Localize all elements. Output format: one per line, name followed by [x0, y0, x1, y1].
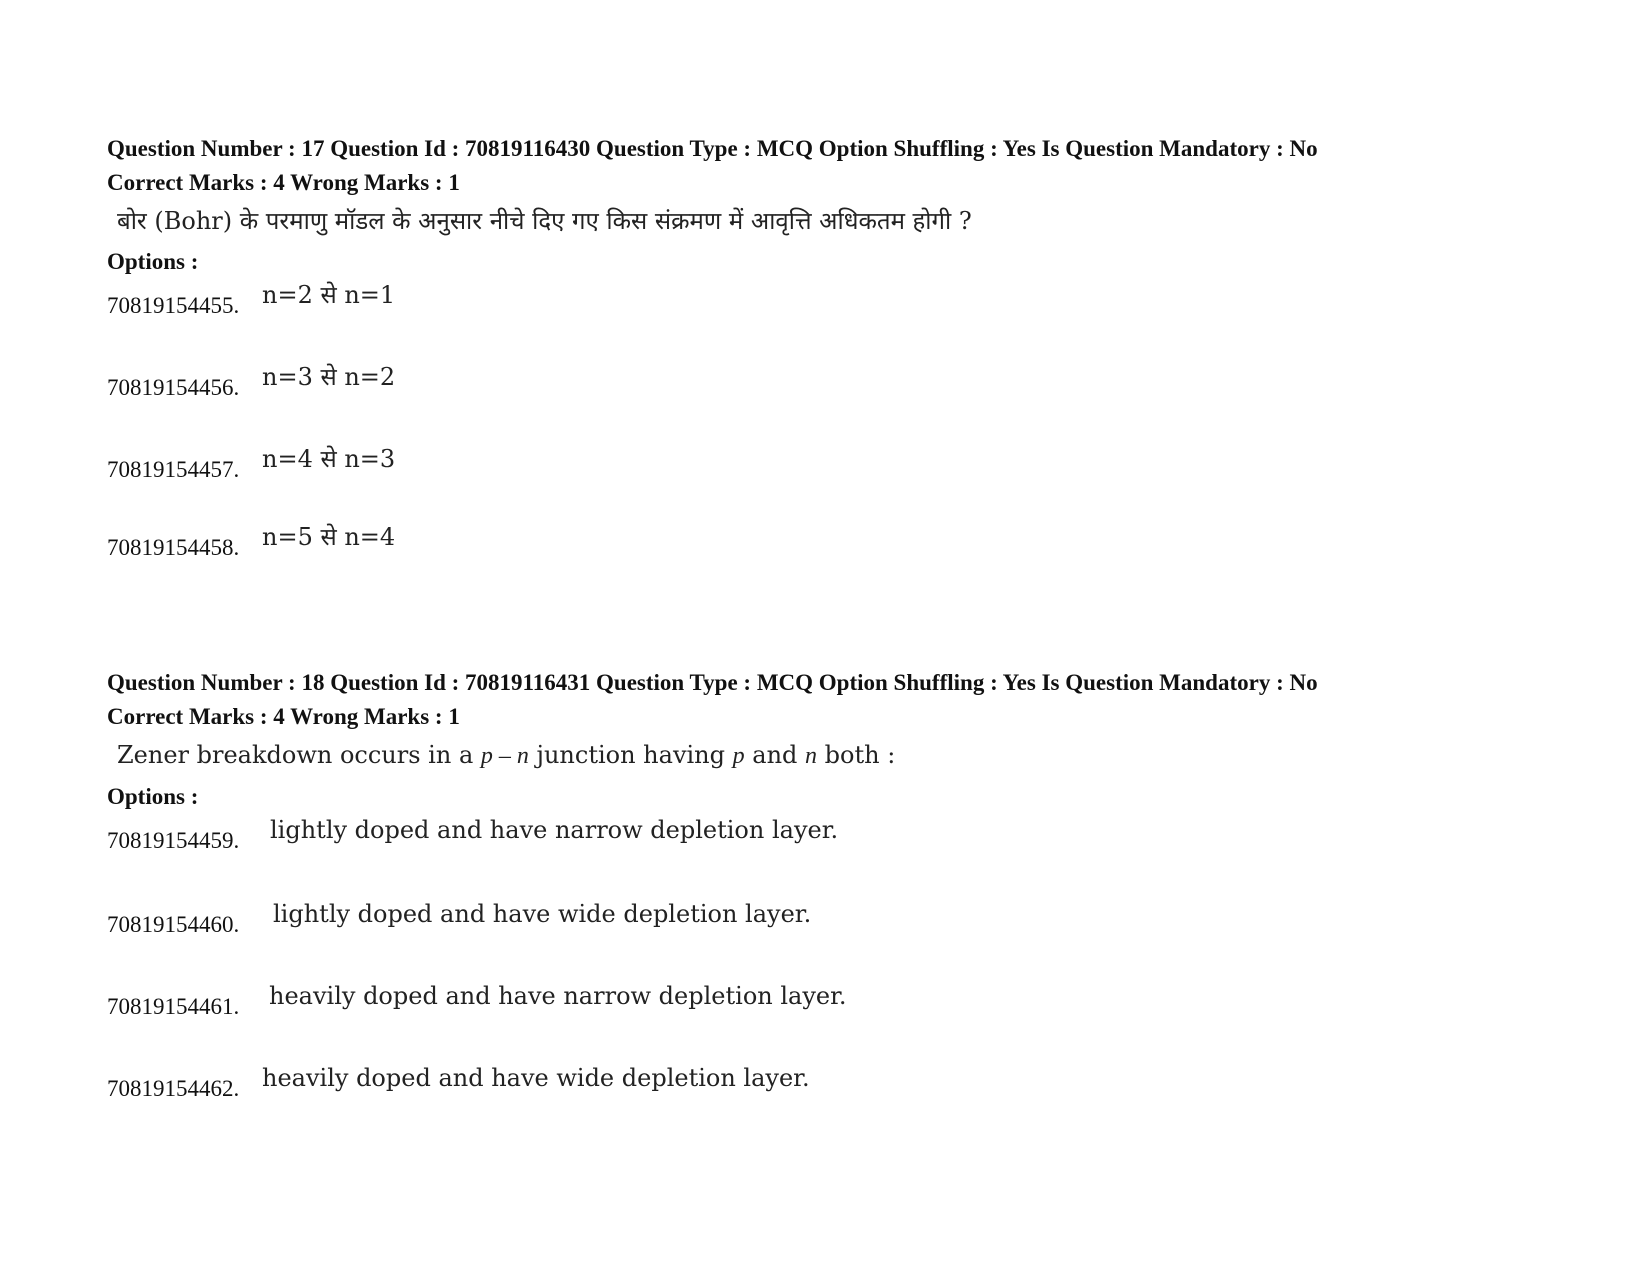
- options-label: Options :: [107, 784, 199, 809]
- option-id: 70819154462.: [107, 1076, 240, 1101]
- option-item: [107, 982, 1587, 1021]
- option-item: [107, 281, 1587, 320]
- option-id: 70819154460.: [107, 912, 240, 937]
- option-item: [107, 816, 1587, 855]
- option-text: heavily doped and have narrow depletion layer.: [269, 982, 847, 1010]
- option-text: lightly doped and have narrow depletion layer.: [270, 816, 839, 844]
- option-id: 70819154457.: [107, 457, 240, 482]
- stem-math: p – n: [480, 743, 529, 769]
- stem-text: both :: [817, 741, 896, 769]
- stem-text: Zener breakdown occurs in a: [117, 741, 481, 769]
- question-stem: बोर (Bohr) के परमाणु मॉडल के अनुसार नीचे दिए गए किस संक्रमण में आवृत्ति अधिकतम होगी ?: [117, 207, 972, 235]
- option-text: n=5 से n=4: [262, 523, 396, 551]
- question-18: [107, 666, 1587, 1103]
- question-meta-line1: Question Number : 18 Question Id : 70819116431 Question Type : MCQ Option Shuffling : Yes Is Question Mandatory : No: [107, 670, 1318, 695]
- question-meta-line2: Correct Marks : 4 Wrong Marks : 1: [107, 704, 460, 729]
- option-item: [107, 445, 1587, 484]
- question-stem: [117, 738, 1587, 773]
- option-item: [107, 900, 1587, 939]
- question-17: [107, 132, 1587, 562]
- stem-text: and: [744, 741, 806, 769]
- options-label: Options :: [107, 249, 199, 274]
- stem-text: junction having: [528, 741, 733, 769]
- option-item: [107, 363, 1587, 402]
- option-text: heavily doped and have wide depletion layer.: [262, 1064, 810, 1092]
- option-id: 70819154461.: [107, 994, 240, 1019]
- stem-math: n: [805, 743, 818, 769]
- option-text: n=4 से n=3: [262, 445, 396, 473]
- option-item: [107, 1064, 1587, 1103]
- option-text: n=2 से n=1: [262, 281, 396, 309]
- option-id: 70819154455.: [107, 293, 240, 318]
- option-text: n=3 से n=2: [262, 363, 396, 391]
- option-id: 70819154459.: [107, 828, 240, 853]
- question-meta-line2: Correct Marks : 4 Wrong Marks : 1: [107, 170, 460, 195]
- question-meta-line1: Question Number : 17 Question Id : 70819116430 Question Type : MCQ Option Shuffling : Yes Is Question Mandatory : No: [107, 136, 1318, 161]
- option-text: lightly doped and have wide depletion layer.: [273, 900, 812, 928]
- option-id: 70819154456.: [107, 375, 240, 400]
- stem-math: p: [732, 743, 745, 769]
- option-item: [107, 523, 1587, 562]
- option-id: 70819154458.: [107, 535, 240, 560]
